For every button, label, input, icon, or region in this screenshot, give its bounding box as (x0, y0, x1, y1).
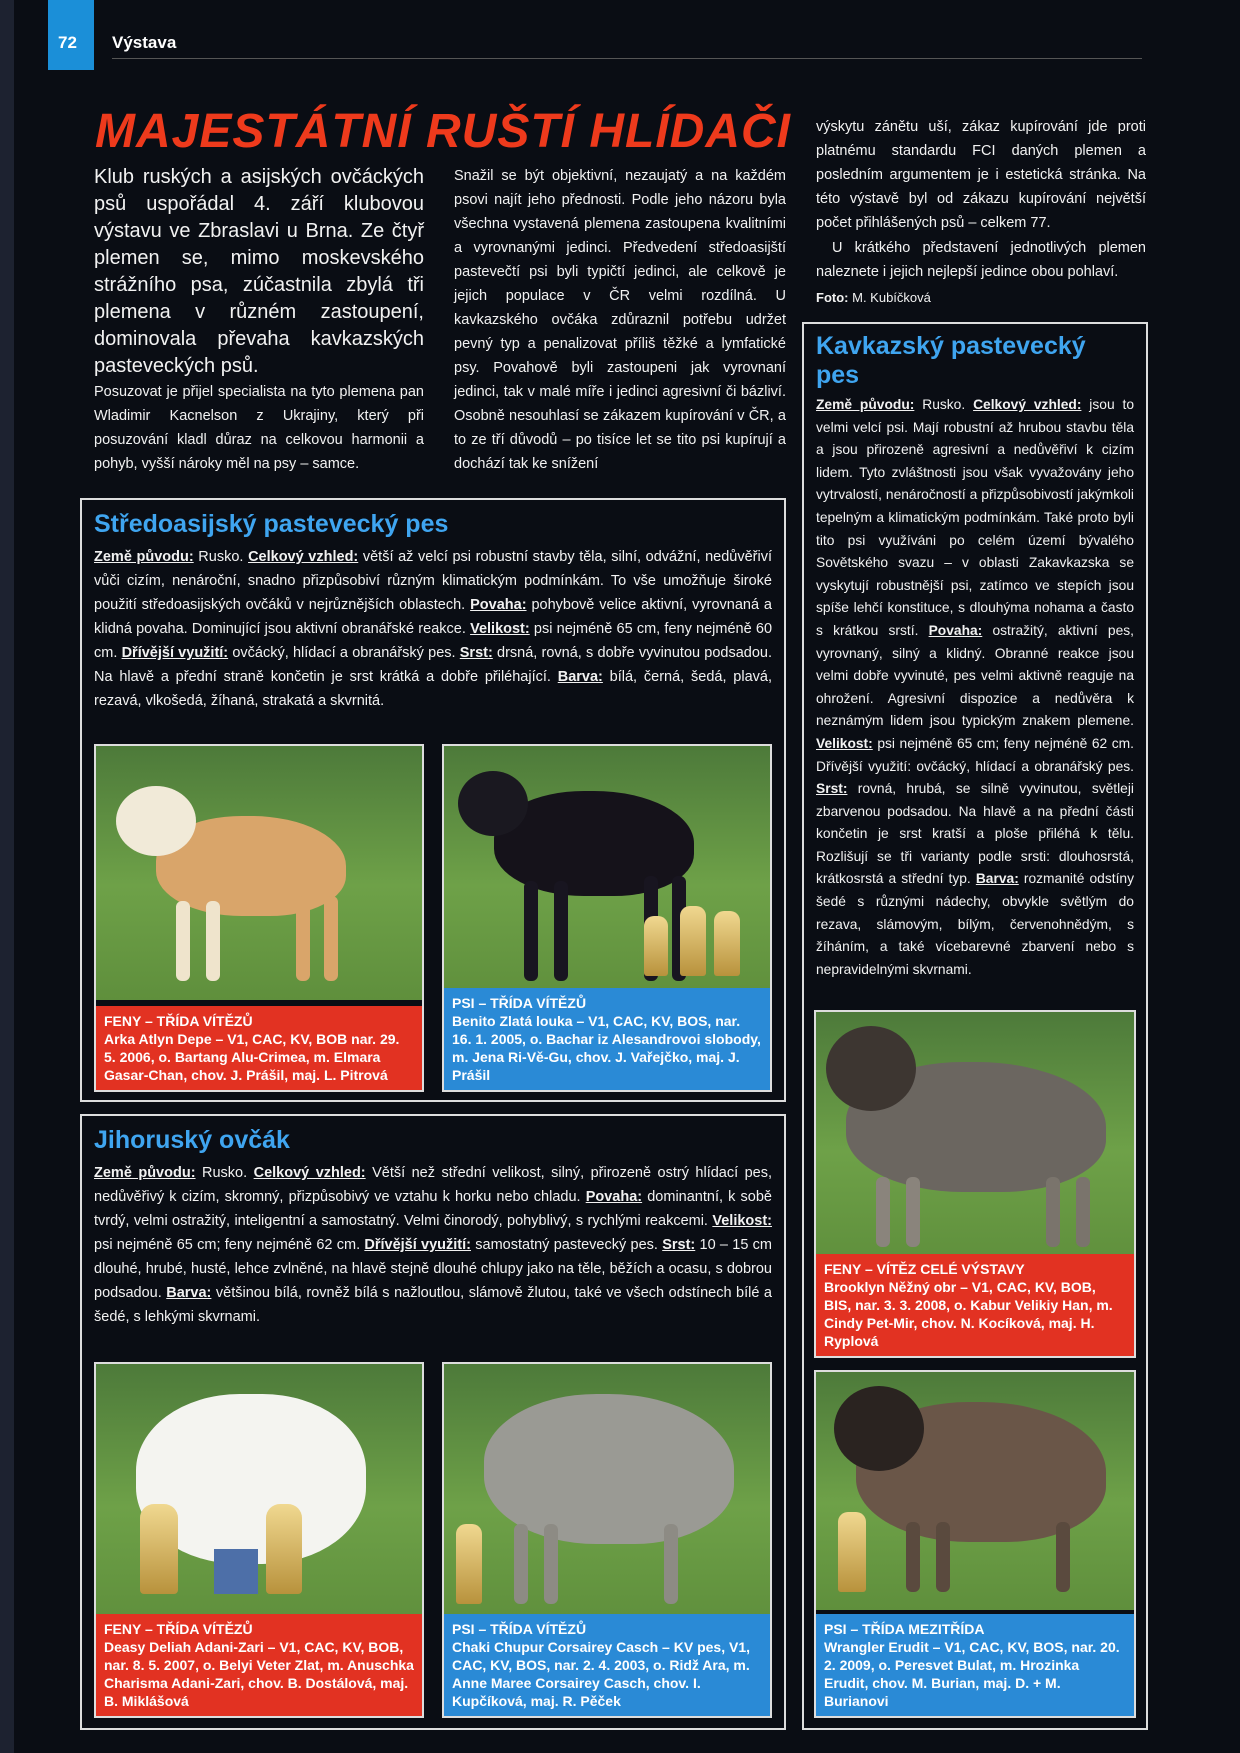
caption-text: Benito Zlatá louka – V1, CAC, KV, BOS, nar. 16. 1. 2005, o. Bachar iz Alesandrovoi slobody, m. Jena Ri-Vě-Gu, chov. J. Vařejčko, maj. J. Prášil (452, 1013, 761, 1083)
photo-caption (816, 1614, 1134, 1716)
label-temper: Povaha: (470, 597, 527, 613)
label-size: Velikost: (816, 735, 873, 751)
photo-caption (444, 988, 770, 1090)
dog-photo (816, 1372, 1134, 1610)
label-color: Barva: (557, 669, 603, 685)
breed-title: Kavkazský pastevecký pes (816, 332, 1086, 389)
photo-caption (816, 1254, 1134, 1356)
value-color: většinou bílá, rovněž bílá s nažloutlou, slámově žlutou, také ve všech odstínech bílé a šedé, s lehkými skvrnami. (94, 1285, 772, 1325)
caption-text: Arka Atlyn Depe – V1, CAC, KV, BOB nar. 29. 5. 2006, o. Bartang Alu-Crimea, m. Elmara Gasar-Chan, chov. J. Prášil, maj. L. Pitrová (104, 1031, 400, 1083)
label-coat: Srst: (459, 645, 493, 661)
label-origin: Země původu: (816, 397, 915, 412)
label-color: Barva: (166, 1285, 212, 1301)
value-look: jsou to velmi velcí psi. Mají robustní až hrubou stavbu těla a jsou přirozeně agresivní a nedůvěřiví k cizím lidem. Tyto zvláštnosti jsou však vyvažovány jeho vytrvalostí, nenáročností a přizpůsobivostí jakýmkoli tepelným a klimatickým podmínkám. Také proto byli tito psi využíváni po celém území bývalého Sovětského svazu – v oblasti Zakavkazska se vyskytují robustnější psi, zatímco ve stepích jsou spíše lehčí konstituce, s dlouhýma nohama a často s krátkou srstí. (816, 397, 1135, 638)
photo-credit (816, 286, 1146, 310)
article-paragraph-3: výskytu zánětu uší, zákaz kupírování jde proti platnému standardu FCI daných plemen a posledním argumentem je i estetická stránka. Na této výstavě byl od zákazu kupírování největší počet přihlášených psů – celkem 77. (816, 119, 1146, 231)
header-rule (112, 58, 1142, 59)
photo-credit-label: Foto: (816, 290, 849, 305)
value-origin: Rusko. (914, 397, 974, 412)
dog-photo (444, 1364, 770, 1624)
value-size: psi nejméně 65 cm, feny nejméně 60 cm. (94, 621, 773, 661)
photo-caption (444, 1614, 770, 1716)
label-look: Celkový vzhled: (973, 397, 1082, 412)
label-coat: Srst: (816, 781, 848, 797)
photo-caucasian-male (814, 1370, 1136, 1718)
caption-text: Brooklyn Něžný obr – V1, CAC, KV, BOB, BIS, nar. 3. 3. 2008, o. Kabur Velikiy Han, m. Cindy Pet-Mir, chov. N. Kocíková, maj. H. Ryplová (824, 1279, 1113, 1349)
label-size: Velikost: (470, 621, 530, 637)
value-look: Větší než střední velikost, silný, přirozeně ostrý hlídací pes, nedůvěřivý k cizím, skromný, přizpůsobivý ve vztahu k horku nebo chladu. (94, 1165, 773, 1205)
caption-heading: PSI – TŘÍDA VÍTĚZŮ (452, 995, 587, 1011)
value-coat: 10 – 15 cm dlouhé, hrubé, husté, lehce zvlněné, na hlavě stejně dlouhé chlupy jako na těle, běžích a ocasu, s dobrou podsadou. (94, 1237, 773, 1301)
label-use: Dřívější využití: (121, 645, 229, 661)
value-coat: drsná, rovná, s dobře vyvinutou podsadou. Na hlavě a přední straně končetin je srst krátká a dobře přiléhající. (94, 645, 773, 685)
value-size: psi nejméně 65 cm; feny nejméně 62 cm. (94, 1237, 365, 1253)
label-origin: Země původu: (94, 1165, 196, 1181)
value-use: samostatný pastevecký pes. (471, 1237, 663, 1253)
dog-photo (816, 1012, 1134, 1266)
breed-title: Středoasijský pastevecký pes (94, 510, 449, 538)
photo-caption (96, 1006, 422, 1090)
section-name: Výstava (112, 33, 177, 52)
caption-text: Deasy Deliah Adani-Zari – V1, CAC, KV, BOB, nar. 8. 5. 2007, o. Belyi Veter Zlat, m. Anuschka Charisma Adani-Zari, chov. B. Dostálová, maj. B. Miklášová (104, 1639, 414, 1709)
value-color: bílá, černá, šedá, plavá, rezavá, vlkošedá, žíhaná, strakatá a skvrnitá. (94, 669, 772, 709)
label-look: Celkový vzhled: (248, 549, 359, 565)
breed-description (816, 394, 1134, 981)
article-paragraph-4: U krátkého představení jednotlivých plemen naleznete i jejich nejlepší jedince obou pohlaví. (816, 240, 1146, 280)
value-look: větší až velcí psi robustní stavby těla, silní, odvážní, nedůvěřiví vůči cizím, nenároční, snadno přizpůsobiví různým klimatickým podmínkám. To vše umožňuje široké použití středoasijských ovčáků v nejrůznějších oblastech. (94, 549, 772, 613)
photo-south-russian-female (94, 1362, 424, 1718)
value-color: rozmanité odstíny šedé s různými nádechy, obvykle světlým do rezava, slámovým, bílým, červenohnědým, s žíháním, a také vícebarevné zbarvení nebo s nepravidelnými skvrnami. (816, 871, 1134, 977)
label-look: Celkový vzhled: (253, 1165, 366, 1181)
value-temper: pohybově velice aktivní, vyrovnaná a klidná povaha. Dominující jsou aktivní obranářské reakce. (94, 597, 772, 637)
value-coat: rovná, hrubá, se silně vyvinutou, světleji zbarvenou podsadou. Na hlavě a na přední části končetin je srst kratší a ploše přiléhá k tělu. Rozlišují se tři varianty podle srsti: dlouhosrstá, krátkosrstá a střední typ. (816, 781, 1134, 887)
article-title: MAJESTÁTNÍ RUŠTÍ HLÍDAČI (95, 105, 791, 158)
value-use: ovčácký, hlídací a obranářský pes. (228, 645, 460, 661)
label-coat: Srst: (662, 1237, 696, 1253)
caption-text: Chaki Chupur Corsairey Casch – KV pes, V1, CAC, KV, BOS, nar. 2. 4. 2003, o. Ridž Ara, m. Anne Maree Corsairey Casch, chov. I. Kupčíková, maj. R. Pěček (452, 1639, 750, 1709)
dog-photo (444, 746, 770, 1000)
caption-heading: FENY – TŘÍDA VÍTĚZŮ (104, 1621, 253, 1637)
caption-heading: PSI – TŘÍDA MEZITŘÍDA (824, 1621, 985, 1637)
value-origin: Rusko. (193, 549, 249, 565)
article-paragraph-1: Posuzovat je přijel specialista na tyto plemena pan Wladimir Kacnelson z Ukrajiny, který při posuzování kladl důraz na celkovou harmonii a pohyb, vyšší nároky měl na psy – samce. (94, 384, 424, 472)
photo-central-asian-male (442, 744, 772, 1092)
label-temper: Povaha: (928, 622, 983, 638)
photo-caucasian-female (814, 1010, 1136, 1358)
caption-heading: PSI – TŘÍDA VÍTĚZŮ (452, 1621, 587, 1637)
photo-credit-author: M. Kubíčková (852, 290, 931, 305)
value-temper: ostražitý, aktivní pes, vyrovnaný, silný a klidný. Obranné reakce jsou velmi dobře vyvinuté, pes velmi aktivně reaguje na ohrožení. Agresivní dispozice a nedůvěra k neznámým lidem jsou typickým znakem plemene. (816, 622, 1134, 729)
label-origin: Země původu: (94, 549, 194, 565)
breed-description (94, 545, 772, 713)
value-origin: Rusko. (195, 1165, 254, 1181)
caption-heading: FENY – VÍTĚZ CELÉ VÝSTAVY (824, 1261, 1025, 1277)
value-temper: dominantní, k sobě tvrdý, velmi ostražitý, inteligentní a samostatný. Velmi činorodý, pohyblivý, s rychlými reakcemi. (94, 1189, 772, 1229)
page-edge (0, 0, 14, 1753)
article-paragraph-2: Snažil se být objektivní, nezaujatý a na každém psovi najít jeho přednosti. Podle jeho názoru byla všechna vystavená plemena zastoupena kvalitními a vyrovnanými jedinci. Předvedení středoasijští pastevečtí psi byli typičtí jedinci, ale celkově je jejich populace v ČR velmi rozdílná. U kavkazského ovčáka zdůraznil potřebu udržet pevný typ a penalizovat příliš těžké a lymfatické psy. Povahově byli zastoupeni jak vyrovnaní jedinci, tak v malé míře i jedinci agresivní či bázliví. Osobně nesouhlasí se zákazem kupírování v ČR, a to ze tří důvodů – po tisíce let se tito psi kupírují a dochází tak ke snížení (454, 168, 786, 472)
label-size: Velikost: (712, 1213, 772, 1229)
label-temper: Povaha: (585, 1189, 643, 1205)
caption-text: Wrangler Erudit – V1, CAC, KV, BOS, nar. 20. 2. 2009, o. Peresvet Bulat, m. Hrozinka Erudit, chov. M. Burian, maj. D. + M. Burianovi (824, 1639, 1120, 1709)
breed-title: Jihoruský ovčák (94, 1126, 290, 1154)
dog-photo (96, 1364, 422, 1624)
photo-caption (96, 1614, 422, 1716)
caption-heading: FENY – TŘÍDA VÍTĚZŮ (104, 1013, 253, 1029)
label-use: Dřívější využití: (364, 1237, 471, 1253)
page-number: 72 (58, 33, 77, 52)
value-size: psi nejméně 65 cm; feny nejméně 62 cm. Dřívější využití: ovčácký, hlídací a obranářský pes. (816, 735, 1134, 774)
label-color: Barva: (975, 871, 1019, 887)
breed-description (94, 1161, 772, 1329)
photo-central-asian-female (94, 744, 424, 1092)
article-lead: Klub ruských a asijských ovčáckých psů uspořádal 4. září klubovou výstavu ve Zbraslavi u Brna. Ze čtyř plemen se, mimo moskevského strážního psa, zúčastnila zbylá tři plemena v různém zastoupení, dominovala převaha kavkazských pasteveckých psů. (94, 166, 424, 377)
dog-photo (96, 746, 422, 1000)
photo-south-russian-male (442, 1362, 772, 1718)
